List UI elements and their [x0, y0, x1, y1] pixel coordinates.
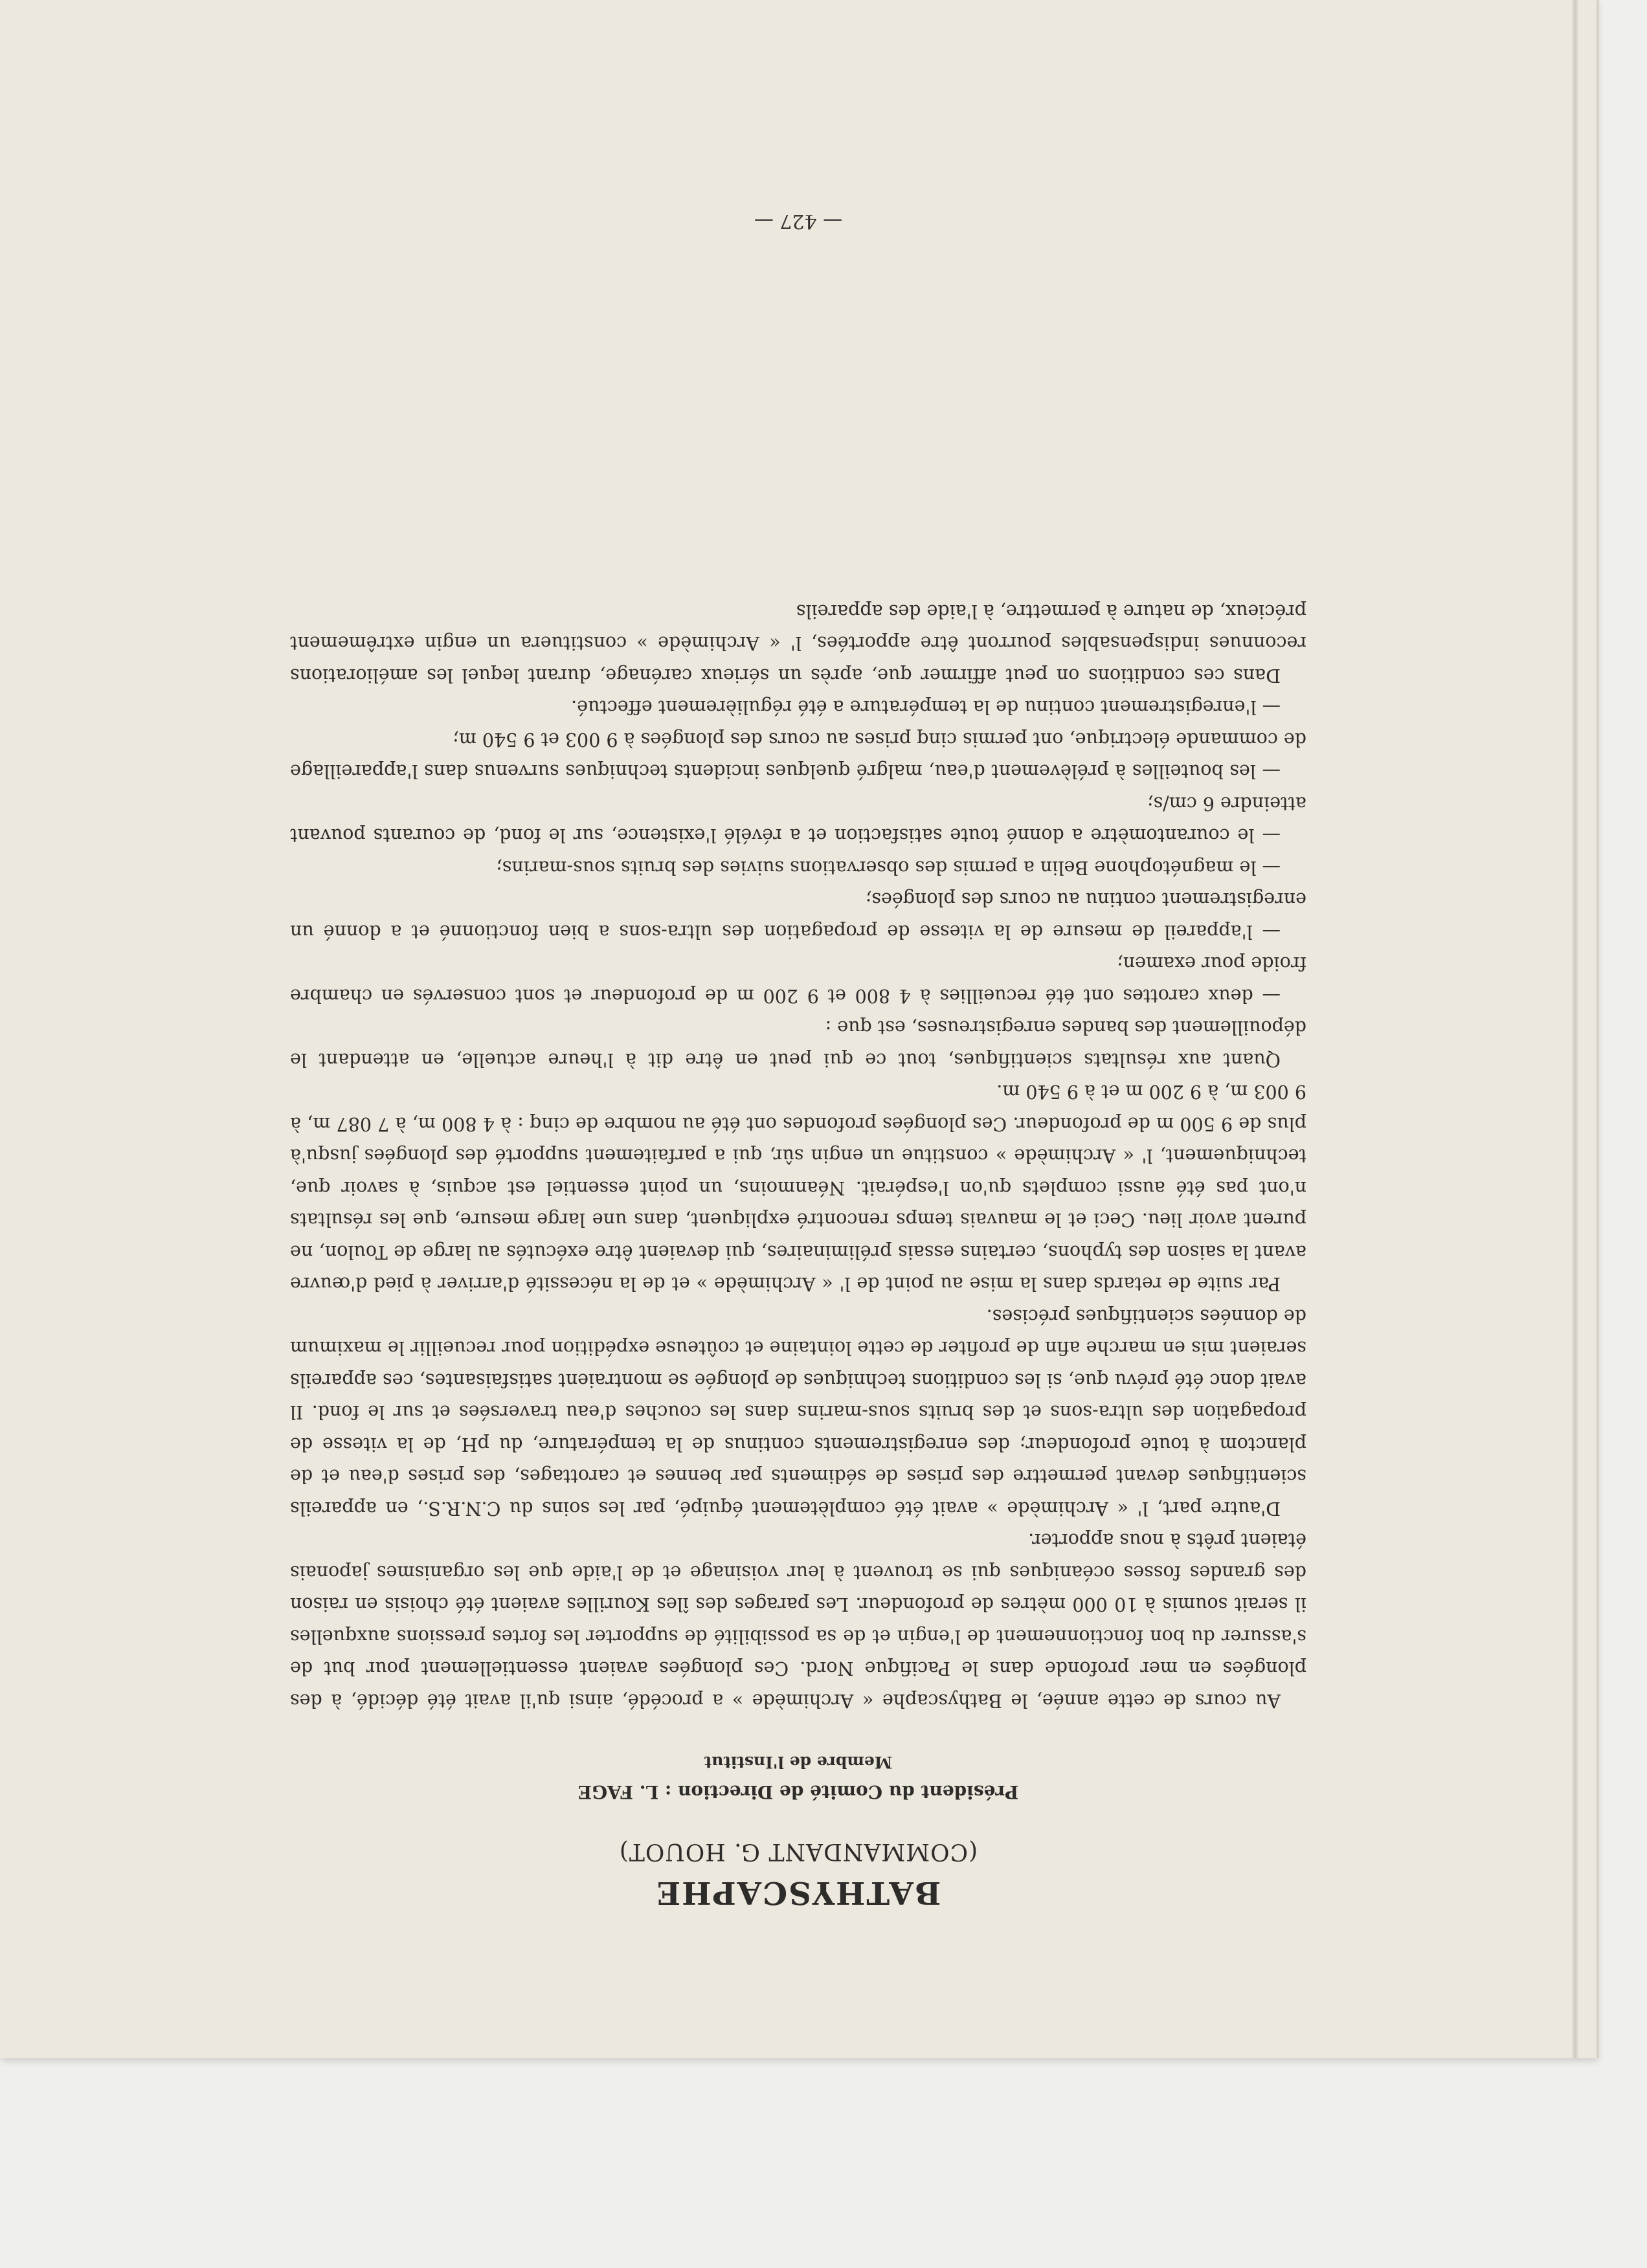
paragraph-4: Quant aux résultats scientifiques, tout ce qui peut en être dit à l'heure actuelle, en attendant le dépouillement des bandes enregistreuses, est que :: [290, 1017, 1306, 1071]
paragraph-5: Dans ces conditions on peut affirmer que, après un sérieux carénage, durant lequel les améliorations reconnues indispensables pourront être apportées, l' « Archimède » constituera un engin extrêmement précieux, de nature à permettre, à l'aide des appareils: [290, 601, 1306, 686]
list-item-bouteilles: — les bouteilles à prélèvement d'eau, malgré quelques incidents techniques survenus dans l'appareillage de commande électrique, ont permis cinq prises au cours des plongées à 9 003 et 9 540 m;: [290, 729, 1306, 783]
president-line: Président du Comité de Direction : L. FAGE: [577, 1781, 1019, 1803]
paragraph-1: Au cours de cette année, le Bathyscaphe « Archimède » a procédé, ainsi qu'il avait été décidé, à des plongées en mer profonde dans le Pacifique Nord. Ces plongées avaient essentiellement pour but de s'assurer du bon fonctionnement de l'engin et de sa possibilité de supporter les fortes pressions auxquelles il serait soumis à 10 000 mètres de profondeur. Les parages des îles Kourilles avaient été choisis en raison des grandes fosses océaniques qui se trouvent à leur voisinage et de l'aide que les organismes japonais étaient prêts à nous apporter.: [290, 1529, 1306, 1711]
list-item-temperature: — l'enregistrement continu de la température a été régulièrement effectué.: [571, 696, 1281, 718]
paragraph-2: D'autre part, l' « Archimède » avait été complètement équipé, par les soins du C.N.R.S., en appareils scientifiques devant permettre des prises de sédiments par bennes et carottages, des prises d'eau et de planctom à toute profondeur; des enregistrements continus de la température, du pH, de la vitesse de propagation des ultra-sons et des bruits sous-marins dans les couches d'eau traversées et sur le fond. Il avait donc été prévu que, si les conditions techniques de plongée se montraient satisfaisantes, ces appareils seraient mis en marche afin de profiter de cette lointaine et coûteuse expédition pour recueillir le maximum de données scientifiques précises.: [290, 1306, 1306, 1519]
membre-line: Membre de l'Institut: [704, 1753, 893, 1772]
page-text-block: [290, 595, 1306, 1913]
page-number: — 427 —: [754, 210, 843, 232]
list-item-magnetophone: — le magnétophone Belin a permis des observations suivies des bruits sous-marins;: [496, 857, 1281, 878]
list-item-courantometre: — le courantomètre a donné toute satisfaction et a révélé l'existence, sur le fond, de courants pouvant atteindre 6 cm/s;: [290, 793, 1306, 847]
list-item-carottes: — deux carottes ont été recueillies à 4 800 et 9 200 m de profondeur et sont conservés en chambre froide pour examen;: [290, 953, 1306, 1006]
page-subtitle: (COMMANDANT G. HOUOT): [618, 1838, 978, 1865]
paragraph-3: Par suite de retards dans la mise au point de l' « Archimède » et de la nécessité d'arriver à pied d'œuvre avant la saison des typhons, certains essais préliminaires, qui devaient être exécutés au large de Toulon, ne purent avoir lieu. Ceci et le mauvais temps rencontré expliquent, dans une large mesure, que les résultats n'ont pas été aussi complets qu'on l'espérait. Néanmoins, un point essentiel est acquis, à savoir que, techniquement, l' « Archimède » constitue un engin sûr, qui a parfaitement supporté des plongées jusqu'à plus de 9 500 m de profondeur. Ces plongées profondes ont été au nombre de cinq : à 4 800 m, à 7 087 m, à 9 003 m, à 9 200 m et à 9 540 m.: [290, 1081, 1306, 1295]
page-title: BATHYSCAPHE: [655, 1874, 941, 1911]
article-body: [290, 595, 1306, 1717]
list-item-ultrasons: — l'appareil de mesure de la vitesse de propagation des ultra-sons a bien fonctionné et a donné un enregistrement continu au cours des plongées;: [290, 889, 1306, 942]
